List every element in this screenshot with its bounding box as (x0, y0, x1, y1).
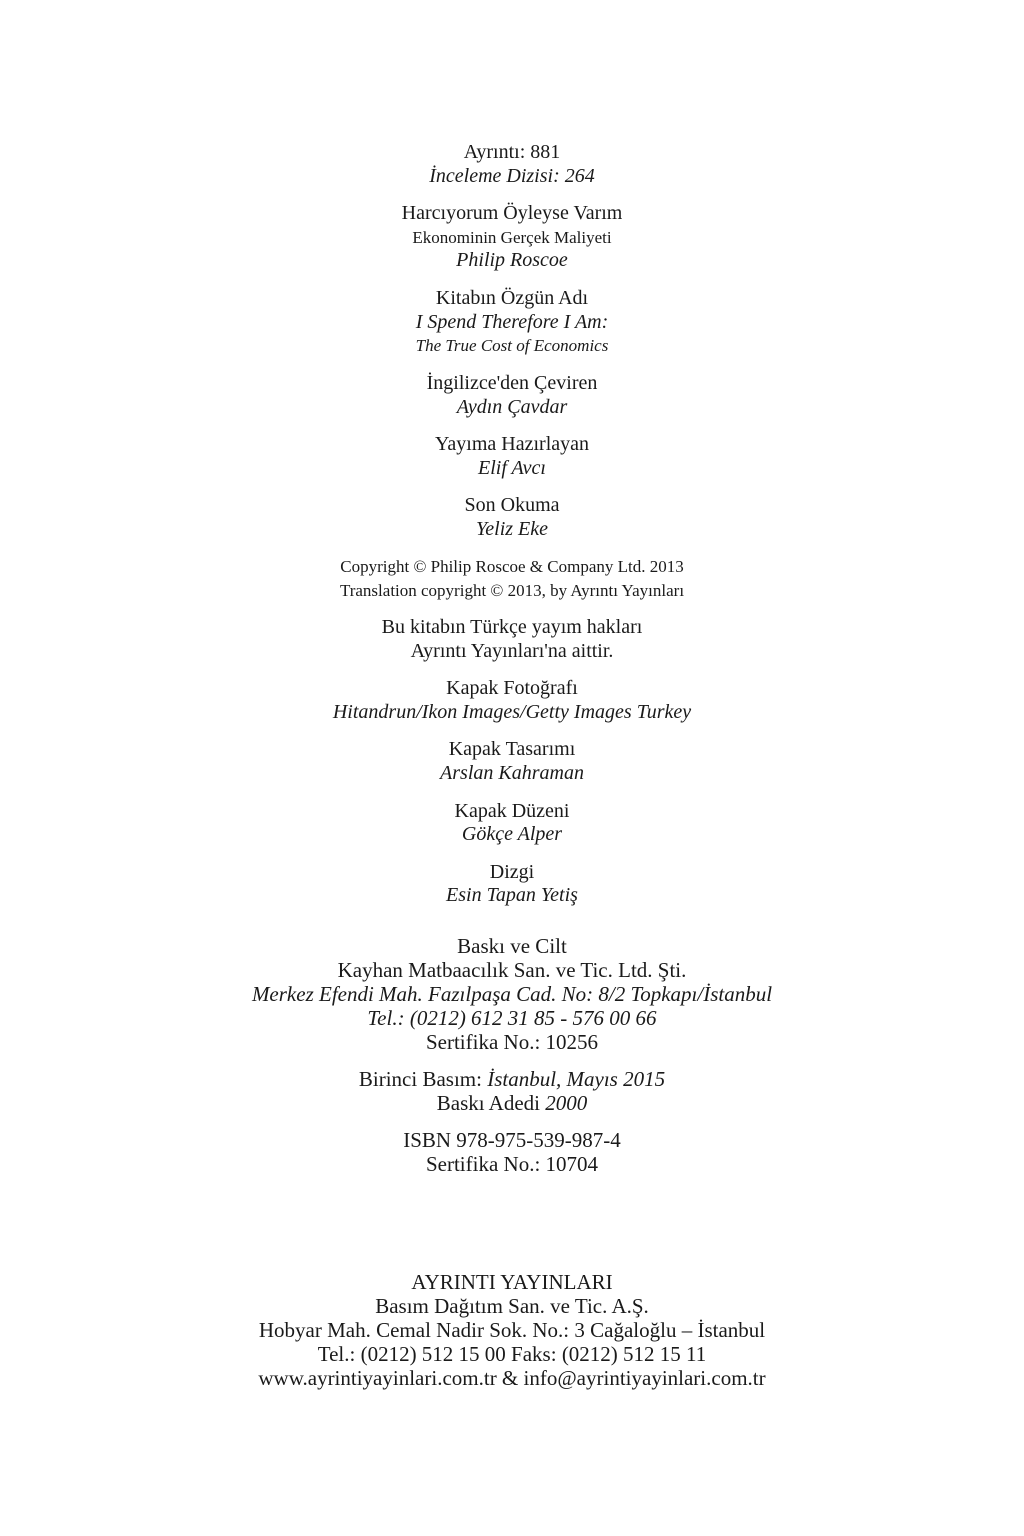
book-author: Philip Roscoe (456, 249, 568, 271)
book-title: Harcıyorum Öyleyse Varım (401, 202, 623, 224)
publisher-number: Ayrıntı: 881 (463, 141, 561, 163)
printing-phone: Tel.: (0212) 612 31 85 - 576 00 66 (367, 1006, 657, 1030)
editor-name: Elif Avcı (478, 457, 546, 479)
print-count-label: Baskı Adedi (436, 1091, 546, 1115)
translator-label: İngilizce'den Çeviren (426, 372, 598, 394)
translator-name: Aydın Çavdar (456, 396, 568, 418)
typesetting-label: Dizgi (489, 861, 535, 883)
printing-company: Kayhan Matbaacılık San. ve Tic. Ltd. Şti. (337, 958, 687, 982)
series-name: İnceleme Dizisi: 264 (429, 165, 595, 187)
isbn-number: ISBN 978-975-539-987-4 (403, 1128, 621, 1152)
cover-photo-credit: Hitandrun/Ikon Images/Getty Images Turkey (332, 701, 692, 723)
typesetting-name: Esin Tapan Yetiş (446, 884, 578, 906)
copyright-line-1: Copyright © Philip Roscoe & Company Ltd. 2013 (340, 557, 684, 576)
printing-certificate: Sertifika No.: 10256 (425, 1030, 599, 1054)
book-subtitle: Ekonominin Gerçek Maliyeti (412, 228, 612, 247)
cover-design-label: Kapak Tasarımı (448, 738, 576, 760)
copyright-line-2: Translation copyright © 2013, by Ayrıntı Yayınları (339, 581, 685, 600)
rights-line-1: Bu kitabın Türkçe yayım hakları (381, 616, 643, 638)
cover-layout-name: Gökçe Alper (461, 823, 563, 845)
publisher-address: Hobyar Mah. Cemal Nadir Sok. No.: 3 Cağaloğlu – İstanbul (258, 1318, 766, 1342)
print-count (0, 1091, 1024, 1115)
publisher-name: AYRINTI YAYINLARI (411, 1270, 613, 1294)
cover-layout-label: Kapak Düzeni (454, 800, 570, 822)
printing-label: Baskı ve Cilt (457, 934, 567, 958)
isbn-certificate: Sertifika No.: 10704 (425, 1152, 599, 1176)
publisher-web: www.ayrintiyayinlari.com.tr & info@ayrintiyayinlari.com.tr (258, 1366, 766, 1390)
first-edition-label: Birinci Basım: (358, 1067, 488, 1091)
print-count-value: 2000 (545, 1091, 588, 1115)
editor-label: Yayıma Hazırlayan (434, 433, 590, 455)
original-subtitle: The True Cost of Economics (415, 336, 609, 355)
cover-photo-label: Kapak Fotoğrafı (446, 677, 578, 699)
proofreading-name: Yeliz Eke (475, 518, 549, 540)
original-title-label: Kitabın Özgün Adı (435, 287, 589, 309)
cover-design-name: Arslan Kahraman (440, 762, 584, 784)
publisher-company: Basım Dağıtım San. ve Tic. A.Ş. (375, 1294, 649, 1318)
rights-line-2: Ayrıntı Yayınları'na aittir. (410, 640, 614, 662)
first-edition (0, 1067, 1024, 1091)
publisher-contact: Tel.: (0212) 512 15 00 Faks: (0212) 512 15 11 (317, 1342, 707, 1366)
original-title: I Spend Therefore I Am: (415, 311, 609, 333)
proofreading-label: Son Okuma (464, 494, 560, 516)
first-edition-value: İstanbul, Mayıs 2015 (487, 1067, 666, 1091)
printing-address: Merkez Efendi Mah. Fazılpaşa Cad. No: 8/2 Topkapı/İstanbul (251, 982, 773, 1006)
